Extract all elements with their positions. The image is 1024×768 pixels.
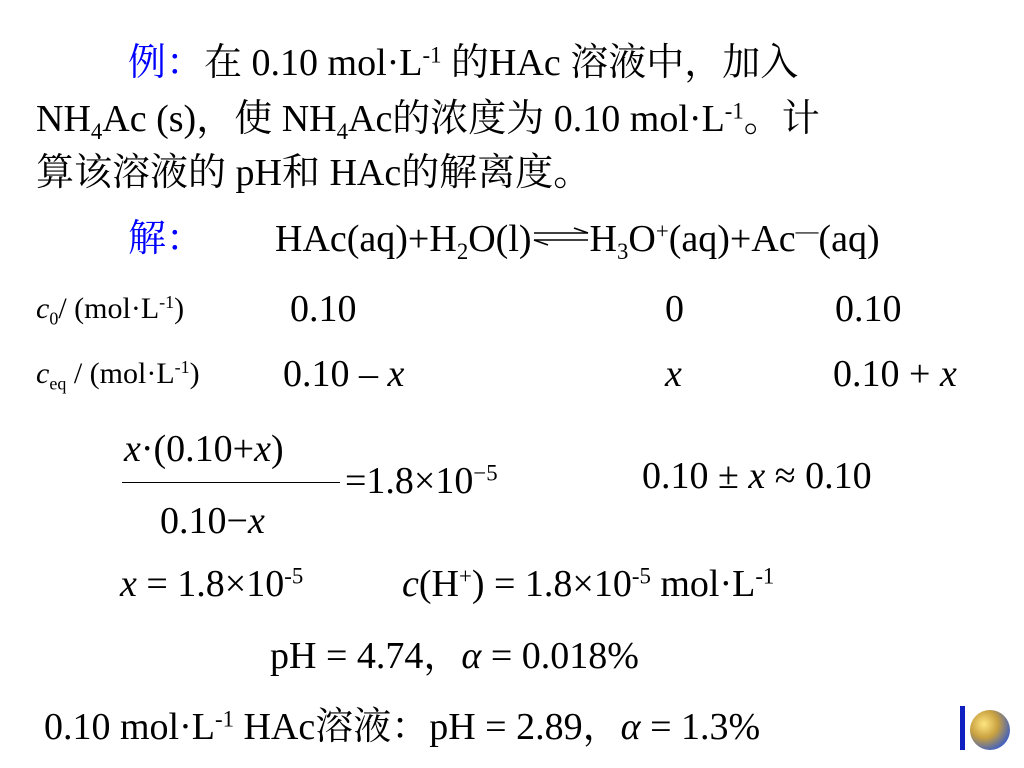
x-result: $x = 1.8\times 10^{-5}$ bbox=[120, 563, 304, 605]
example-label: 例： bbox=[128, 42, 205, 84]
problem-line-2: $NH_4Ac$ (s)，使 $NH_4Ac$的浓度为 0.10 $mol\cdot L^{-1}$。计 bbox=[36, 98, 820, 144]
c0-label: $c_0/$ $(mol\cdot L^{-1})$ bbox=[36, 292, 185, 329]
ph-result: pH = 4.74，α = 0.018% bbox=[270, 635, 639, 677]
ceq-label: $c_{eq} / (mol\cdot L^{-1})$ bbox=[36, 357, 200, 394]
approximation: 0.10 ± x ≈ 0.10 bbox=[642, 455, 872, 497]
equilibrium-equation: $HAc(aq)+H_2O(l)$ $H_3O^+(aq)+Ac^—(aq)$ bbox=[275, 218, 880, 264]
h-concentration-result: $c(H^+) = 1.8\times 10^{-5}$ $mol\cdot L^{-1}$ bbox=[402, 563, 775, 605]
ceq-value-ac: 0.10 + x bbox=[833, 353, 957, 395]
c0-value-h3o: 0 bbox=[665, 288, 684, 330]
comparison-result: 0.10 $mol\cdot L^{-1}$ HAc溶液：pH = 2.89，α = 1.3% bbox=[44, 706, 761, 748]
c0-value-hac: 0.10 bbox=[290, 288, 357, 330]
fraction-numerator: x·(0.10+x) bbox=[124, 428, 284, 470]
fraction-rhs: $=1.8\times 10^{-5}$ bbox=[345, 460, 498, 502]
slide-logo-icon bbox=[958, 704, 1014, 752]
ceq-value-hac: 0.10 – x bbox=[283, 353, 405, 395]
ceq-value-h3o: x bbox=[665, 353, 682, 395]
c0-value-ac: 0.10 bbox=[835, 288, 902, 330]
fraction-bar bbox=[122, 482, 340, 483]
equilibrium-arrow-icon bbox=[532, 227, 590, 247]
fraction-denominator: 0.10−x bbox=[160, 500, 265, 542]
problem-line-1: 例：在 0.10 $mol\cdot L^{-1}$ 的HAc 溶液中，加入 bbox=[128, 42, 799, 84]
problem-line-3: 算该溶液的 pH和 HAc的解离度。 bbox=[36, 152, 592, 194]
solution-label: 解： bbox=[128, 218, 205, 260]
